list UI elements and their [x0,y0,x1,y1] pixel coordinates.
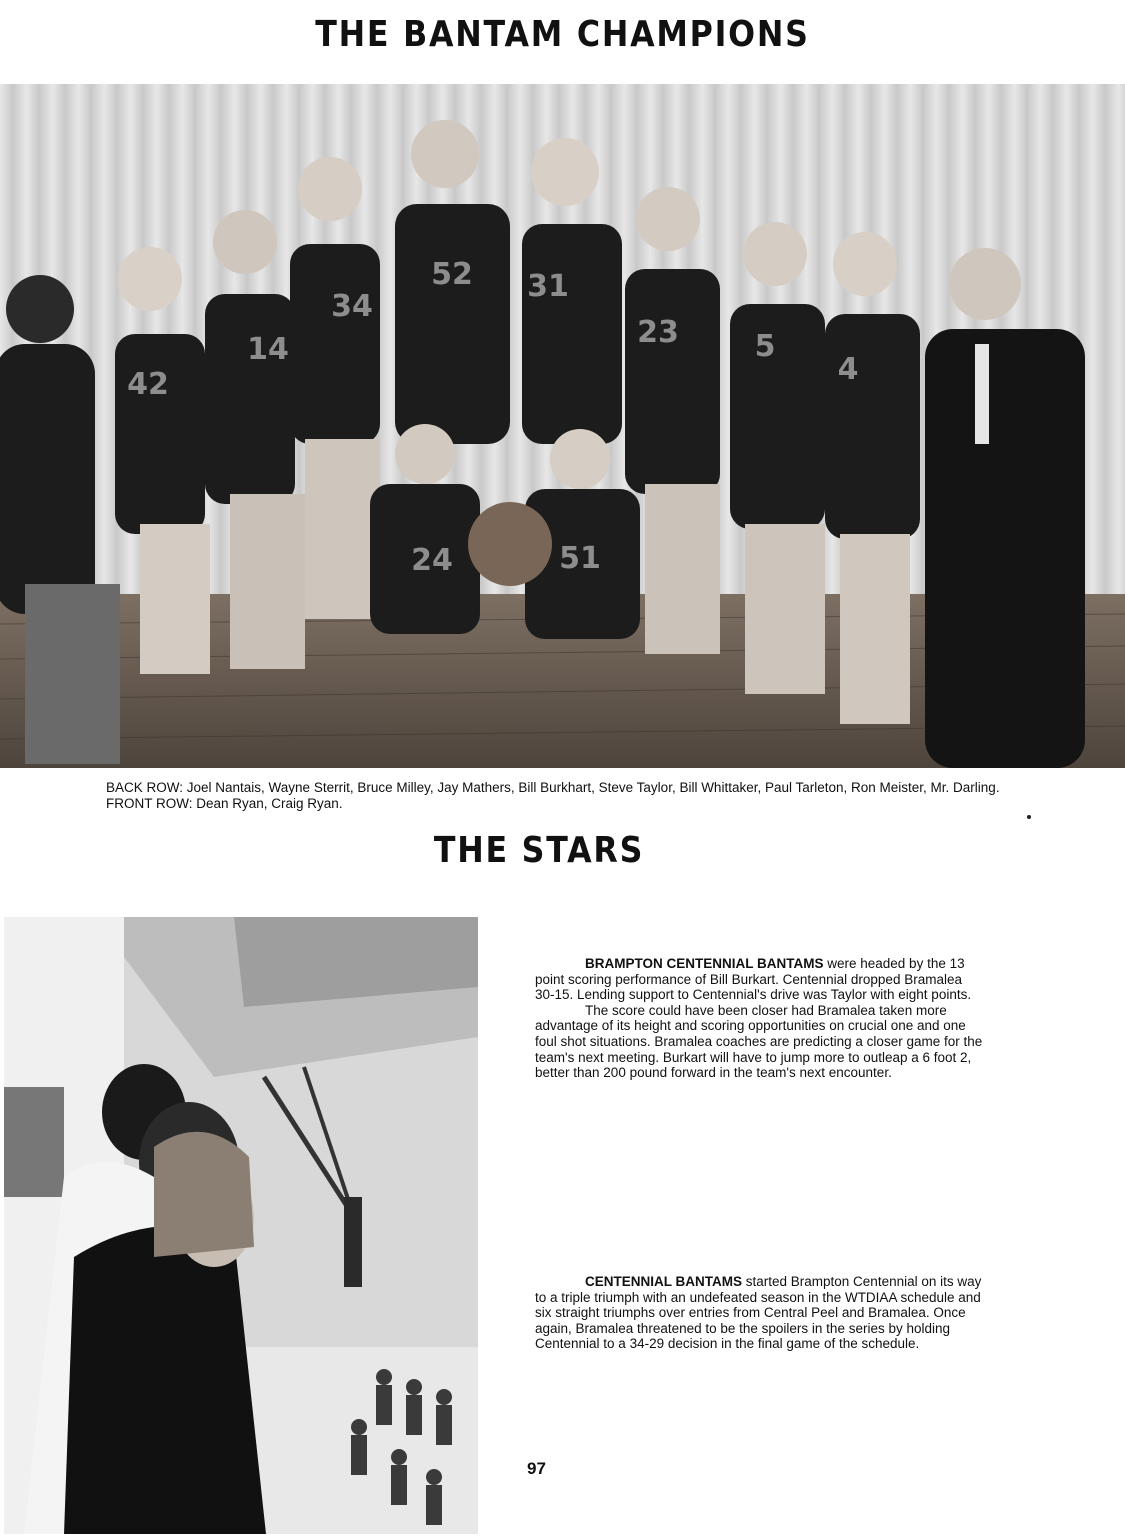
print-speck [1027,815,1031,819]
article-1-lead: BRAMPTON CENTENNIAL BANTAMS [585,956,824,971]
article-1-paragraph-1 [535,956,985,1003]
spectators-photo [4,917,478,1534]
article-1-text-1: were headed by the 13 point scoring performance of Bill Burkart. Centennial dropped Bramalea 30-15. Lending support to Centennial's drive was Taylor with eight points. [535,956,972,1003]
jersey-14: 14 [247,332,289,367]
section-title-stars: THE STARS [433,830,645,871]
team-photo [0,84,1125,768]
jersey-4: 4 [837,352,859,387]
jersey-5: 5 [754,329,776,364]
article-2-paragraph-1 [535,1274,985,1352]
article-1-paragraph-2: The score could have been closer had Bramalea taken more advantage of its height and scoring opportunities on crucial one and one foul shot situations. Bramalea coaches are predicting a closer game for the team's next meeting. Burkart will have to jump more to outleap a 6 foot 2, better than 200 pound forward in the team's next encounter. [535,1002,983,1081]
page-number: 97 [527,1459,546,1478]
team-photo-caption: BACK ROW: Joel Nantais, Wayne Sterrit, Bruce Milley, Jay Mathers, Bill Burkhart, Steve Taylor, Bill Whittaker, Paul Tarleton, Ron Meister, Mr. Darling. FRONT ROW: Dean Ryan, Craig Ryan. [106,780,1000,811]
jersey-24: 24 [411,543,453,578]
jersey-34: 34 [331,289,373,324]
article-2-lead: CENTENNIAL BANTAMS [585,1274,742,1289]
article-brampton-centennial-bantams [535,956,985,1081]
jersey-42: 42 [127,367,169,402]
jersey-31: 31 [527,269,569,304]
jersey-23: 23 [637,315,679,350]
article-centennial-bantams [535,1274,985,1352]
jersey-51: 51 [559,541,601,576]
article-2-text-1: started Brampton Centennial on its way to a triple triumph with an undefeated season in the WTDIAA schedule and six straight triumphs over entries from Central Peel and Bramalea. Once again, Bramalea threatened to be the spoilers in the series by holding Centennial to a 34-29 decision in the final game of the schedule. [535,1274,982,1352]
page-title-bantam-champions: THE BANTAM CHAMPIONS [315,14,810,55]
jersey-52: 52 [431,257,473,292]
